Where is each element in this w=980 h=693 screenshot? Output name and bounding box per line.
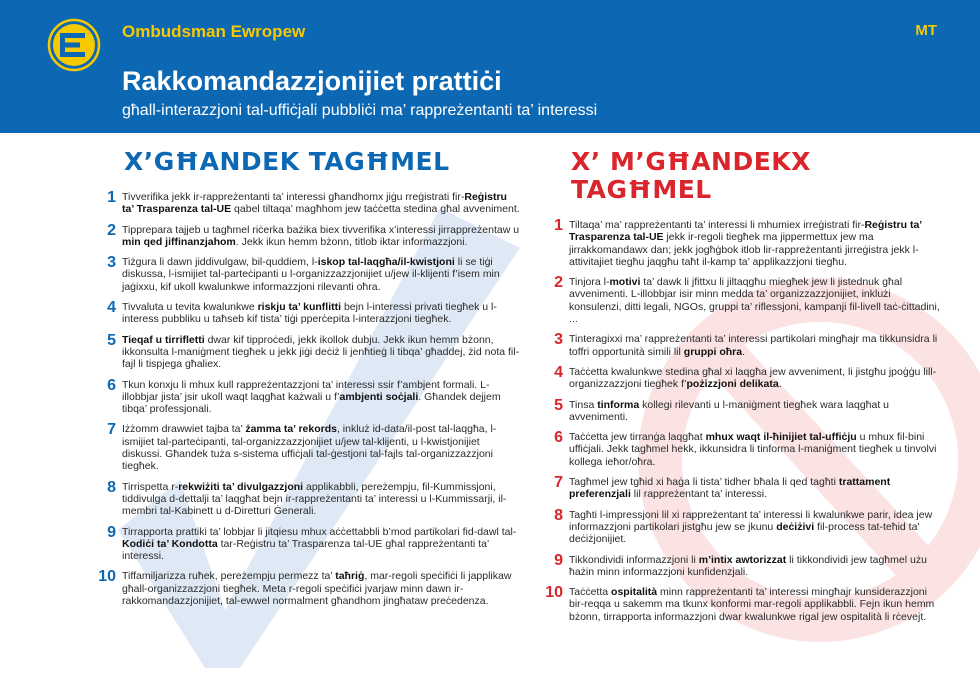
list-item <box>96 378 520 416</box>
list-item <box>96 300 520 326</box>
do-heading: X’GĦANDEK TAGĦMEL <box>124 147 450 176</box>
do-column <box>96 148 520 614</box>
dont-column <box>543 148 945 630</box>
list-item <box>96 569 520 607</box>
item-keyword: motivi <box>609 276 641 289</box>
item-text: Tirrapporta prattiki ta’ lobbjar li jitqiesu mhux aċċettabbli b’mod partikolari fid-dawl tal-Kodiċi ta’ Kondotta tar-Reġistru ta’ Trasparenza tal-UE għal rappreżentanti ta’ interessi. <box>122 525 517 563</box>
item-text: Tirrispetta r-rekwiżiti ta’ divulgazzjoni applikabbli, pereżempju, fil-Kummissjoni, tiddivulga d-dettalji ta’ laqgħat bejn ir-rappreżentanti ta’ interessi u l-Kummissarji, il-membri tal-Kabinett u d-Diretturi Ġenerali. <box>122 480 507 518</box>
item-text: Tivvaluta u tevita kwalunkwe riskju ta’ kunflitti bejn l-interessi privati tiegħek u l-interess pubbliku u taħseb kif tista’ tiġi pperċepita l-interazzjoni tiegħek. <box>122 301 497 326</box>
list-item <box>96 255 520 293</box>
list-item <box>96 480 520 518</box>
item-keyword: deċiżivi <box>776 520 815 533</box>
item-keyword: gruppi oħra <box>683 345 743 358</box>
page-title: Rakkomandazzjonijiet prattiċi <box>122 66 502 96</box>
item-text: Tieqaf u tirrifletti dwar kif tipproċedi, jekk ikollok dubju. Jekk ikun hemm bżonn, ikkonsulta l-maniġment tiegħek u jekk jiġi deċiż li jenħtieġ li tibqa’ għaddej, żid nota fil-fajl li tispjega għaliex. <box>122 333 520 371</box>
item-number: 5 <box>107 331 116 349</box>
list-item <box>543 430 945 468</box>
list-item <box>543 475 945 501</box>
item-text: Tikkondividi informazzjoni li m’intix awtorizzat li tikkondividi jew tagħmel użu ħażin minn informazzjoni kunfidenzjali. <box>569 553 927 578</box>
item-text: Taċċetta kwalunkwe stedina għal xi laqgħa jew avveniment, li jistgħu jpoġġu lill-organizzazzjoni tiegħek f’pożizzjoni delikata. <box>569 365 937 391</box>
item-keyword: iskop tal-laqgħa/il-kwistjoni <box>317 256 455 269</box>
item-keyword: Reġistru ta’ Trasparenza tal-UE <box>122 191 507 216</box>
item-text: Tiżgura li dawn jiddivulgaw, bil-quddiem, l-iskop tal-laqgħa/il-kwistjoni li se tiġi diskussa, l-ismijiet tal-parteċipanti u l-organizzazzjonijiet u/jew il-klijenti f’isem min jaġixxu, kif ukoll kwalunkwe informazzjoni rilevanti oħra. <box>122 256 500 293</box>
item-number: 9 <box>554 551 563 569</box>
item-number: 6 <box>554 429 563 447</box>
list-item <box>96 223 520 249</box>
item-number: 1 <box>554 217 563 234</box>
item-number: 1 <box>107 189 116 206</box>
item-keyword: żamma ta’ rekords <box>245 423 337 436</box>
item-number: 9 <box>107 523 116 541</box>
item-keyword: tinforma <box>597 398 640 411</box>
list-item <box>96 333 520 371</box>
list-item <box>96 190 520 216</box>
item-text: Tagħmel jew tgħid xi ħaġa li tista’ tidher bħala li qed tagħti trattament preferenzjali lil rappreżentant ta’ interessi. <box>569 476 891 501</box>
item-keyword: Tieqaf u tirrifletti <box>122 333 205 346</box>
list-item <box>543 398 945 424</box>
item-keyword: riskju ta’ kunflitti <box>257 301 342 314</box>
item-keyword: Reġistru ta’ Trasparenza tal-UE <box>569 219 922 244</box>
item-number: 7 <box>554 474 563 492</box>
item-number: 4 <box>554 363 563 381</box>
item-text: Tivverifika jekk ir-rappreżentanti ta’ interessi għandhomx jiġu rreġistrati fir-Reġistru ta’ Trasparenza tal-UE qabel tiltaqa’ magħhom jew taċċetta stedina għal avveniment. <box>122 191 520 216</box>
language-code: MT <box>915 22 937 39</box>
item-number: 2 <box>107 221 116 239</box>
item-keyword: m’intix awtorizzat <box>698 553 787 566</box>
item-keyword: taħriġ <box>335 570 365 583</box>
list-item <box>543 585 945 623</box>
item-number: 8 <box>554 506 563 524</box>
item-text: Taċċetta ospitalità minn rappreżentanti ta’ interessi mingħajr kunsiderazzjoni bir-reqqa u sakemm ma tkunx konformi mar-regoli applikabbli. Fejn ikun hemm bżonn, tirrapporta informazzjoni dwar kwalunkwe rigal jew ospitalità li rċevejt. <box>569 586 935 623</box>
item-text: Tipprepara tajjeb u tagħmel riċerka bażika biex tivverifika x’interessi jirrappreżentaw u min qed jiffinanzjahom. Jekk ikun hemm bżonn, titlob iktar informazzjoni. <box>122 223 520 248</box>
item-text: Tiltaqa’ ma’ rappreżentanti ta’ interessi li mhumiex irreġistrati fir-Reġistru ta’ Trasparenza tal-UE jekk ir-regoli tiegħek ma jippermettux jew ma jirrakkomandawx dan; jekk jogħġbok itlob lir-rappreżentanti jirreġistra jekk l-attivitajiet tiegħu jaqgħu taħt il-kamp ta’ applikazzjoni tiegħu. <box>569 219 922 268</box>
item-text: Tinsa tinforma kollegi rilevanti u l-maniġment tiegħek wara laqgħat u avvenimenti. <box>569 398 890 423</box>
header-banner <box>0 0 980 133</box>
item-text: Tinjora l-motivi ta’ dawk li jfittxu li jiltaqgħu miegħek jew li jistednuk għal avvenimenti. L-illobbjar isir minn medda ta’ organizzazzjonijiet, inklużi konsulenzi, ditti legali, NGOs, gruppi ta’ riflessjoni, kampanji fil-livell taċ-ċittadini, ... <box>569 276 940 326</box>
list-item <box>96 525 520 563</box>
item-text: Tagħti l-impressjoni lil xi rappreżentant ta’ interessi li kwalunkwe parir, idea jew informazzjoni partikolari jistgħu jew se jkunu deċiżivi fil-process tat-teħid ta’ deċiżjonijiet. <box>569 508 933 546</box>
item-keyword: mhux waqt il-ħinijiet tal-uffiċju <box>705 431 857 444</box>
item-keyword: ospitalità <box>611 586 658 599</box>
item-keyword: Kodiċi ta’ Kondotta <box>122 537 218 550</box>
item-keyword: ambjenti soċjali <box>339 390 419 403</box>
dont-heading: X’ M’GĦANDEKX TAGĦMEL <box>571 147 811 204</box>
item-number: 2 <box>554 274 563 292</box>
item-number: 10 <box>98 568 116 586</box>
item-number: 7 <box>107 421 116 439</box>
do-list <box>96 190 520 607</box>
item-keyword: pożizzjoni delikata <box>686 378 779 391</box>
list-item <box>96 422 520 472</box>
item-text: Iżżomm drawwiet tajba ta’ żamma ta’ rekords, inkluż id-data/il-post tal-laqgħa, l-ismijiet tal-parteċipanti, tal-organizzazzjonijiet u/jew tal-klijenti, u l-kwistjonijiet diskussi. Għandek tuża s-sistema uffiċjali tal-ġestjoni tal-fajls tal-organizzazzjoni tiegħek. <box>122 423 497 473</box>
item-number: 10 <box>545 584 563 602</box>
item-number: 4 <box>107 299 116 317</box>
list-item <box>543 332 945 358</box>
item-number: 5 <box>554 396 563 414</box>
item-keyword: rekwiżiti ta’ divulgazzjoni <box>178 480 304 493</box>
page-subtitle: għall-interazzjoni tal-uffiċjali pubbliċi ma’ rappreżentanti ta’ interessi <box>122 102 598 119</box>
organization-name: Ombudsman Ewropew <box>122 22 306 41</box>
list-item <box>543 508 945 546</box>
item-keyword: min qed jiffinanzjahom <box>122 235 236 248</box>
item-keyword: trattament preferenzjali <box>569 476 891 501</box>
list-item <box>543 218 945 268</box>
item-text: Tinteragixxi ma’ rappreżentanti ta’ interessi partikolari mingħajr ma tikkunsidra li toffri opportunità simili lil gruppi oħra. <box>569 333 938 358</box>
list-item <box>543 365 945 391</box>
list-item <box>543 553 945 579</box>
ombudsman-logo-icon <box>47 18 101 72</box>
item-text: Tkun konxju li mhux kull rappreżentazzjoni ta’ interessi ssir f’ambjent formali. L-illobbjar jista’ jsir ukoll waqt laqgħat każwali u f’ambjenti soċjali. Għandek dejjem tibqa’ professjonali. <box>122 378 501 416</box>
item-number: 3 <box>554 331 563 349</box>
item-number: 6 <box>107 376 116 394</box>
list-item <box>543 275 945 325</box>
item-number: 3 <box>107 254 116 272</box>
item-text: Tiffamiljarizza ruħek, pereżempju permezz ta’ taħriġ, mar-regoli speċifiċi li japplikaw għall-organizzazzjoni tiegħek. Meta r-regoli speċifiċi jvarjaw minn dawn ir-rakkomandazzjonijiet, tal-ewwel normalment għandhom jingħataw preċedenza. <box>122 570 512 608</box>
item-text: Taċċetta jew tirranġa laqgħat mhux waqt il-ħinijiet tal-uffiċju u mhux fil-bini uffiċjali. Jekk tagħmel hekk, ikkunsidra li tinforma l-maniġment tiegħek u tinvolvi kollega ieħor/oħra. <box>569 431 937 468</box>
dont-list <box>543 218 945 623</box>
item-number: 8 <box>107 478 116 496</box>
